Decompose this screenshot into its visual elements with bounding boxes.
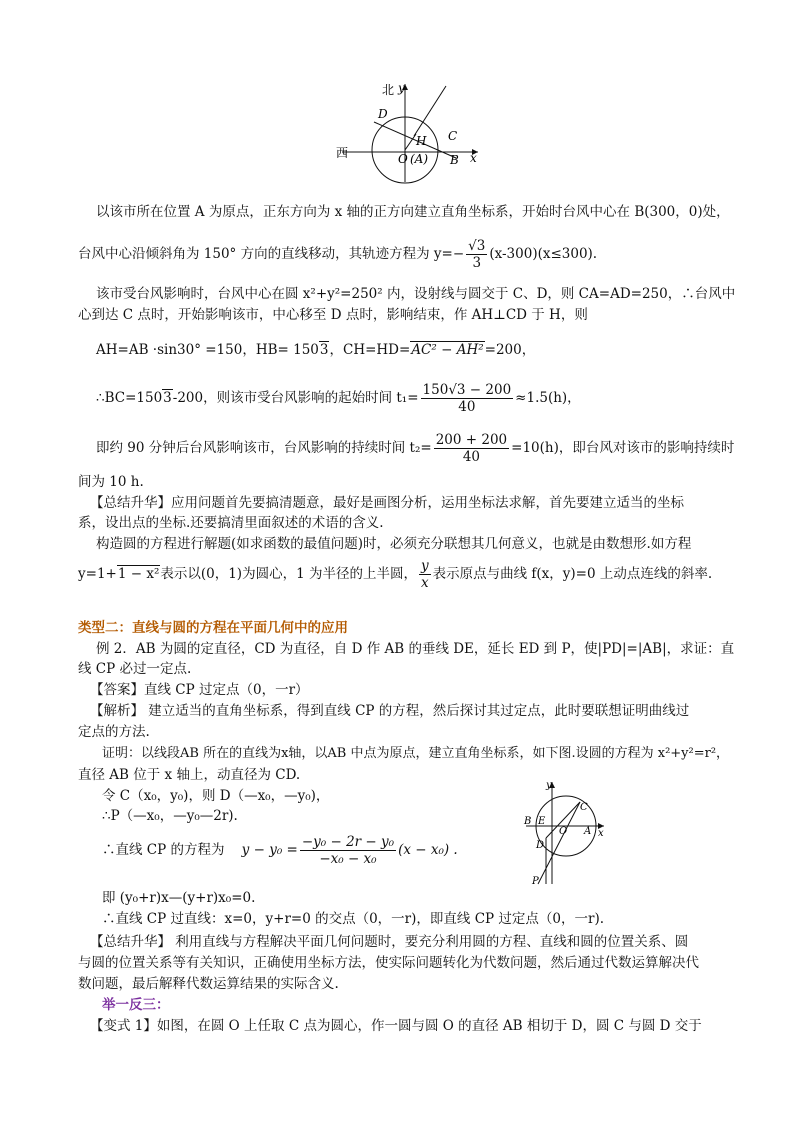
- p-line: ∴P（—x₀，—y₀—2r).: [102, 808, 238, 824]
- pass-line: ∴直线 CP 过直线：x=0，y+r=0 的交点（0，一r)，即直线 CP 过定点（0，一r).: [102, 911, 604, 927]
- fig1-H: H: [416, 134, 427, 148]
- fig2-y: y: [546, 780, 552, 791]
- cp-slope-fraction: $\frac{\text{−y₀ − 2r − y₀}}{\text{−x₀ − x₀}}$: [301, 834, 395, 867]
- ji-line: 即 (y₀+r)x—(y+r)x₀=0.: [102, 890, 256, 906]
- para6c: 间为 10 h.: [78, 474, 144, 490]
- t2-fraction: $\frac{200 + 200}{40}$: [435, 432, 508, 465]
- para1: 以该市所在位置 A 为原点，正东方向为 x 轴的正方向建立直角坐标系，开始时台风中心在 B(300，0)处，: [96, 204, 730, 220]
- fig1-B: B: [450, 153, 459, 167]
- analysis-a: 【解析】 建立适当的直角坐标系，得到直线 CP 的方程，然后探讨其过定点，此时要联想证明曲线过: [90, 703, 690, 719]
- summary1a: 【总结升华】应用问题首先要搞清题意，最好是画图分析，运用坐标法求解，首先要建立适当的坐标: [90, 495, 684, 511]
- fig1-C: C: [448, 129, 458, 143]
- typhoon-diagram: [330, 78, 490, 188]
- summary2a: 构造圆的方程进行解题(如求函数的最值问题)时，必须充分联想其几何意义，也就是由数想形.如方程: [96, 536, 692, 552]
- fig2-x: x: [598, 828, 604, 839]
- para2: [78, 238, 597, 271]
- para3b: 心到达 C 点时，开始影响该市，中心移至 D 点时，影响结束，作 AH⊥CD 于 H，则: [78, 307, 588, 323]
- para2-post: (x-300)(x≤300).: [489, 246, 598, 262]
- fig2-P: P: [532, 876, 539, 886]
- circle-proof-diagram: [518, 776, 610, 886]
- type2-heading: 类型二：直线与圆的方程在平面几何中的应用: [78, 620, 348, 636]
- example2a: 例 2．AB 为圆的定直径，CD 为直径，自 D 作 AB 的垂线 DE，延长 ED 到 P，使|PD|=|AB|，求证：直: [96, 641, 735, 657]
- para4: AH=AB ·sin30° =150，HB= 1503，CH=HD=AC² − AH²=200，: [96, 342, 536, 358]
- analysis-b: 定点的方法.: [78, 724, 150, 740]
- summary1b: 系，设出点的坐标.还要搞清里面叙述的术语的含义.: [78, 515, 384, 531]
- fig2-C: C: [580, 802, 588, 813]
- example2b: 线 CP 必过一定点.: [78, 661, 192, 677]
- fig1-A: (A): [410, 152, 429, 166]
- fig2-A: A: [584, 826, 592, 837]
- summary3c: 数问题，最后解释代数运算结果的实际含义.: [78, 976, 339, 992]
- fig1-x: x: [470, 151, 477, 165]
- juyi-fansan: 举一反三：: [102, 997, 170, 1013]
- fig1-west: 西: [336, 146, 349, 160]
- fig1-y: y: [398, 81, 405, 95]
- para6: 即约 90 分钟后台风影响该市，台风影响的持续时间 t₂= $\frac{200 + 200}{40}$ =10(h)，即台风对该市的影响持续时: [96, 432, 735, 465]
- fig1-north: 北: [382, 83, 395, 97]
- variant1: 【变式 1】如图，在圆 O 上任取 C 点为圆心，作一圆与圆 O 的直径 AB 相切于 D，圆 C 与圆 D 交于: [90, 1018, 702, 1034]
- proof-b: 直径 AB 位于 x 轴上，动直径为 CD.: [78, 767, 301, 783]
- t1-fraction: $\frac{150√3 - 200}{40}$: [422, 382, 512, 415]
- fig1-D: D: [378, 107, 388, 121]
- fig1-O: O: [398, 152, 408, 166]
- para3a: 该市受台风影响时，台风中心在圆 x²+y²=250² 内，设射线与圆交于 C、D，则 CA=AD=250，∴台风中: [96, 286, 736, 302]
- let-line: 令 C（x₀，y₀)，则 D（—x₀，—y₀)，: [102, 788, 330, 804]
- summary3a: 【总结升华】 利用直线与方程解决平面几何问题时，要充分利用圆的方程、直线和圆的位置关系、圆: [90, 934, 689, 950]
- summary3b: 与圆的位置关系等有关知识，正确使用坐标方法，使实际问题转化为代数问题，然后通过代数运算解决代: [78, 955, 699, 971]
- fig2-O: O: [559, 826, 568, 837]
- y-over-x-fraction: $\frac{y}{x}$: [420, 558, 429, 591]
- summary2b: y=1+1 − x²表示以(0，1)为圆心，1 为半径的上半圆， $\frac{y}{x}$ 表示原点与曲线 f(x，y)=0 上动点连线的斜率.: [78, 558, 713, 591]
- para2-pre: 台风中心沿倾斜角为 150° 方向的直线移动，其轨迹方程为 y=−: [78, 246, 465, 262]
- cp-equation: ∴直线 CP 的方程为 y − y₀ = $\frac{\text{−y₀ − 2r − y₀}}{\text{−x₀ − x₀}}$ (x − x₀) .: [102, 834, 458, 867]
- proof-a: 证明：以线段AB 所在的直线为x轴，以AB 中点为原点，建立直角坐标系，如下图.设圆的方程为 x²+y²=r²，: [102, 746, 730, 761]
- para2-fraction: $\frac{√3}{3}$: [468, 238, 486, 271]
- fig2-E: E: [538, 816, 546, 827]
- answer: 【答案】直线 CP 过定点（0，一r）: [90, 682, 309, 698]
- fig2-B: B: [524, 816, 532, 827]
- para5: ∴BC=1503-200，则该市受台风影响的起始时间 t₁= $\frac{150√3 - 200}{40}$ ≈1.5(h)，: [96, 382, 581, 415]
- fig2-D: D: [536, 840, 545, 851]
